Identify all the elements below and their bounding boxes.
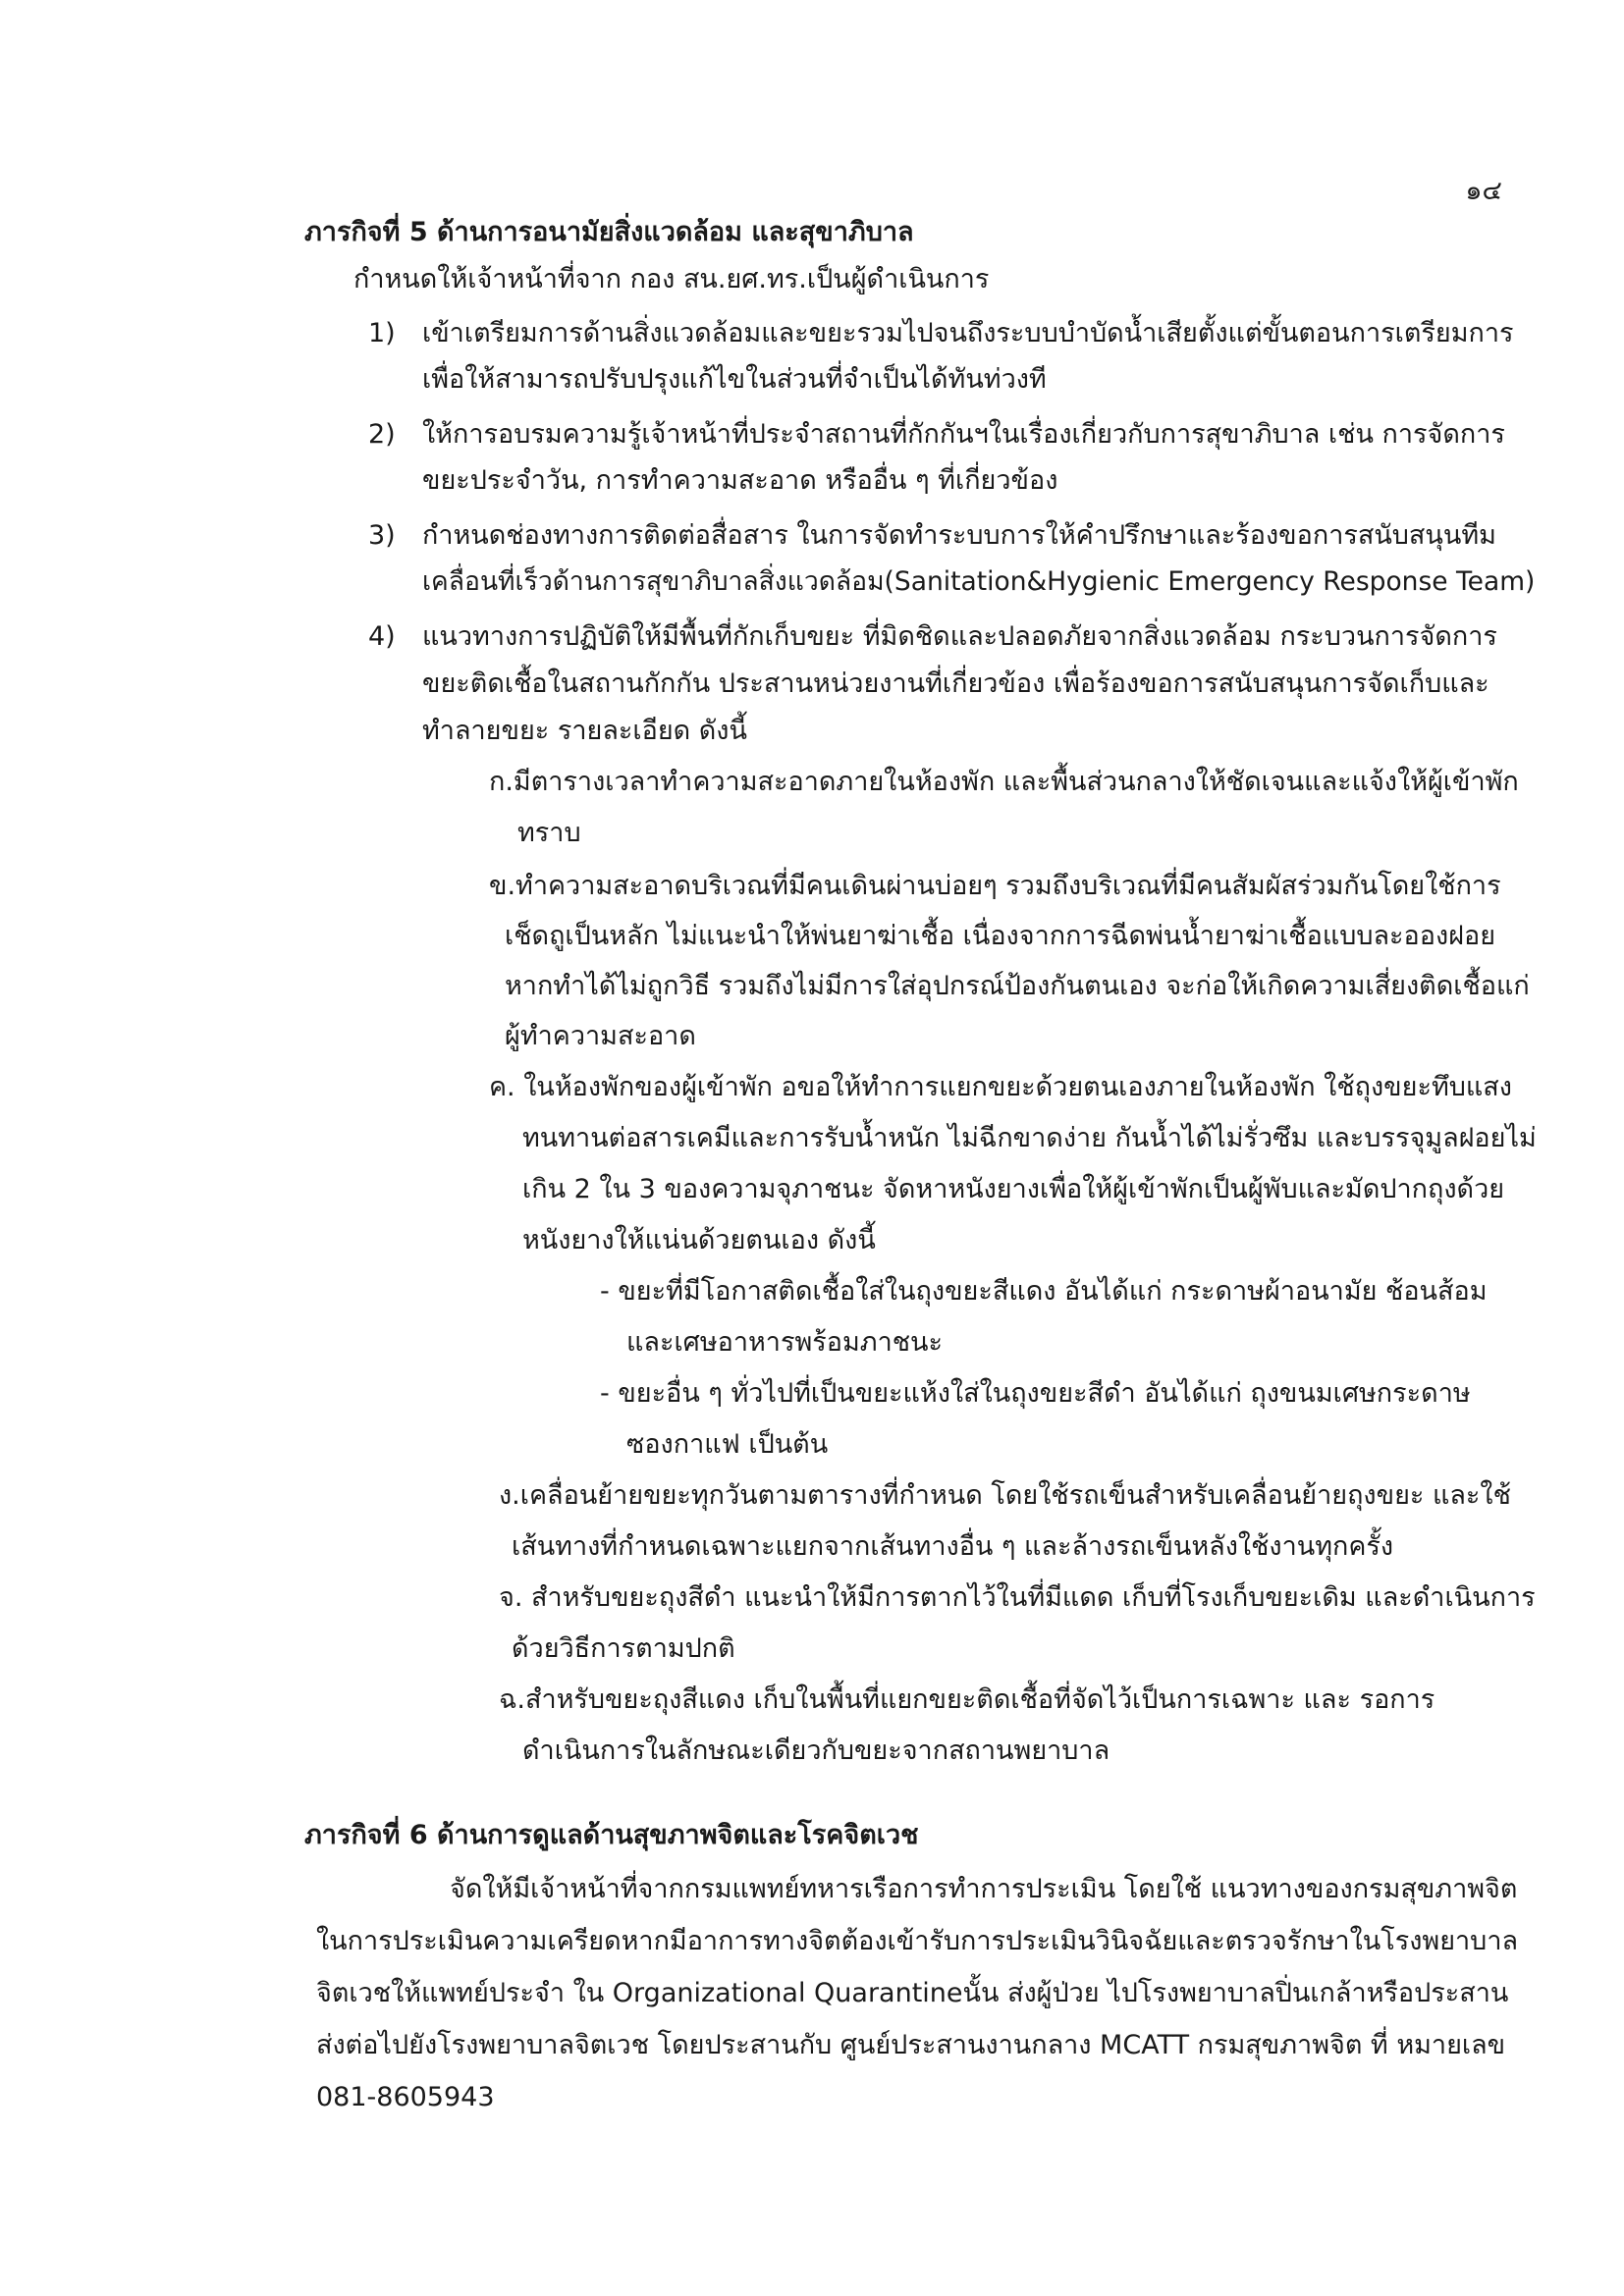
subitem-kho-khwai-line-1: ค. ในห้องพักของผู้เข้าพัก อขอให้ทำการแยกขยะด้วยตนเองภายในห้องพัก ใช้ถุงขยะทึบแสง xyxy=(489,1072,1512,1102)
mission6-line-1: จัดให้มีเจ้าหน้าที่จากกรมแพทย์ทหารเรือการทำการประเมิน โดยใช้ แนวทางของกรมสุขภาพจิต xyxy=(450,1874,1518,1904)
item-1-line-1: เข้าเตรียมการด้านสิ่งแวดล้อมและขยะรวมไปจนถึงระบบบำบัดน้ำเสียตั้งแต่ขั้นตอนการเตรียมการ xyxy=(422,318,1514,348)
subitem-ngo-line-1: ง.เคลื่อนย้ายขยะทุกวันตามตารางที่กำหนด โดยใช้รถเข็นสำหรับเคลื่อนย้ายถุงขยะ และใช้ xyxy=(499,1480,1511,1511)
item-4-line-1: แนวทางการปฏิบัติให้มีพื้นที่กักเก็บขยะ ที่มิดชิดและปลอดภัยจากสิ่งแวดล้อม กระบวนการจัดการ xyxy=(422,621,1497,652)
subitem-ngo-line-2: เส้นทางที่กำหนดเฉพาะแยกจากเส้นทางอื่น ๆ และล้างรถเข็นหลังใช้งานทุกครั้ง xyxy=(512,1531,1394,1562)
subitem-kho-line-2: เช็ดถูเป็นหลัก ไม่แนะนำให้พ่นยาฆ่าเชื้อ เนื่องจากการฉีดพ่นน้ำยาฆ่าเชื้อแบบละอองฝอย xyxy=(505,921,1496,951)
mission6-line-4: ส่งต่อไปยังโรงพยาบาลจิตเวช โดยประสานกับ ศูนย์ประสานงานกลาง MCATT กรมสุขภาพจิต ที่ หมายเลข xyxy=(316,2030,1506,2060)
bullet-black-bag-line-1: - ขยะอื่น ๆ ทั่วไปที่เป็นขยะแห้งใส่ในถุงขยะสีดำ อันได้แก่ ถุงขนมเศษกระดาษ xyxy=(600,1378,1471,1409)
bullet-black-bag-line-2: ซองกาแฟ เป็นต้น xyxy=(626,1429,829,1460)
item-number: 4) xyxy=(368,621,396,652)
item-number: 3) xyxy=(368,520,396,551)
subitem-cho-line-1: จ. สำหรับขยะถุงสีดำ แนะนำให้มีการตากไว้ในที่มีแดด เก็บที่โรงเก็บขยะเดิม และดำเนินการ xyxy=(499,1582,1536,1613)
item-4-line-3: ทำลายขยะ รายละเอียด ดังนี้ xyxy=(422,716,747,746)
subitem-kho-line-4: ผู้ทำความสะอาด xyxy=(505,1021,696,1051)
subitem-cho-line-2: ด้วยวิธีการตามปกติ xyxy=(512,1633,735,1664)
subitem-kho-khwai-line-2: ทนทานต่อสารเคมีและการรับน้ำหนัก ไม่ฉีกขาดง่าย กันน้ำได้ไม่รั่วซึม และบรรจุมูลฝอยไม่ xyxy=(522,1123,1537,1153)
bullet-red-bag-line-2: และเศษอาหารพร้อมภาชนะ xyxy=(626,1327,944,1358)
subitem-kho-line-3: หากทำได้ไม่ถูกวิธี รวมถึงไม่มีการใส่อุปกรณ์ป้องกันตนเอง จะก่อให้เกิดความเสี่ยงติดเชื้อแก่ xyxy=(505,971,1530,1001)
item-number: 2) xyxy=(368,419,396,450)
subitem-kho-khwai-line-4: หนังยางให้แน่นด้วยตนเอง ดังนี้ xyxy=(522,1225,876,1255)
item-4-line-2: ขยะติดเชื้อในสถานกักกัน ประสานหน่วยงานที่เกี่ยวข้อง เพื่อร้องขอการสนับสนุนการจัดเก็บและ xyxy=(422,668,1489,699)
item-2-line-2: ขยะประจำวัน, การทำความสะอาด หรืออื่น ๆ ที่เกี่ยวข้อง xyxy=(422,465,1058,496)
subitem-ko-line-1: ก.มีตารางเวลาทำความสะอาดภายในห้องพัก และพื้นส่วนกลางให้ชัดเจนและแจ้งให้ผู้เข้าพัก xyxy=(489,767,1519,797)
subitem-chho-line-1: ฉ.สำหรับขยะถุงสีแดง เก็บในพื้นที่แยกขยะติดเชื้อที่จัดไว้เป็นการเฉพาะ และ รอการ xyxy=(499,1684,1435,1715)
page-number: ๑๔ xyxy=(1465,176,1502,206)
mission6-line-3: จิตเวชให้แพทย์ประจำ ใน Organizational Quarantineนั้น ส่งผู้ป่วย ไปโรงพยาบาลปิ่นเกล้าหรือประสาน xyxy=(316,1978,1509,2008)
mission6-heading: ภารกิจที่ 6 ด้านการดูแลด้านสุขภาพจิตและโรคจิตเวช xyxy=(304,1820,919,1850)
subitem-kho-line-1: ข.ทำความสะอาดบริเวณที่มีคนเดินผ่านบ่อยๆ รวมถึงบริเวณที่มีคนสัมผัสร่วมกันโดยใช้การ xyxy=(489,871,1501,901)
subitem-ko-line-2: ทราบ xyxy=(517,818,581,848)
item-2-line-1: ให้การอบรมความรู้เจ้าหน้าที่ประจำสถานที่กักกันฯในเรื่องเกี่ยวกับการสุขาภิบาล เช่น การจัดการ xyxy=(422,419,1505,450)
item-1-line-2: เพื่อให้สามารถปรับปรุงแก้ไขในส่วนที่จำเป็นได้ทันท่วงที xyxy=(422,364,1047,395)
item-number: 1) xyxy=(368,318,396,348)
mission5-intro: กำหนดให้เจ้าหน้าที่จาก กอง สน.ยศ.ทร.เป็นผู้ดำเนินการ xyxy=(353,264,990,294)
item-3-line-2: เคลื่อนที่เร็วด้านการสุขาภิบาลสิ่งแวดล้อม(Sanitation&Hygienic Emergency Response Team) xyxy=(422,566,1536,597)
item-3-line-1: กำหนดช่องทางการติดต่อสื่อสาร ในการจัดทำระบบการให้คำปรึกษาและร้องขอการสนับสนุนทีม xyxy=(422,520,1496,551)
mission6-line-5: 081-8605943 xyxy=(316,2082,495,2112)
mission6-line-2: ในการประเมินความเครียดหากมีอาการทางจิตต้องเข้ารับการประเมินวินิจฉัยและตรวจรักษาในโรงพยาบาล xyxy=(316,1926,1519,1956)
subitem-chho-line-2: ดำเนินการในลักษณะเดียวกับขยะจากสถานพยาบาล xyxy=(522,1735,1110,1766)
bullet-red-bag-line-1: - ขยะที่มีโอกาสติดเชื้อใส่ในถุงขยะสีแดง อันได้แก่ กระดาษผ้าอนามัย ช้อนส้อม xyxy=(600,1276,1488,1307)
mission5-heading: ภารกิจที่ 5 ด้านการอนามัยสิ่งแวดล้อม และสุขาภิบาล xyxy=(304,217,914,247)
subitem-kho-khwai-line-3: เกิน 2 ใน 3 ของความจุภาชนะ จัดหาหนังยางเพื่อให้ผู้เข้าพักเป็นผู้พับและมัดปากถุงด้วย xyxy=(522,1174,1505,1204)
